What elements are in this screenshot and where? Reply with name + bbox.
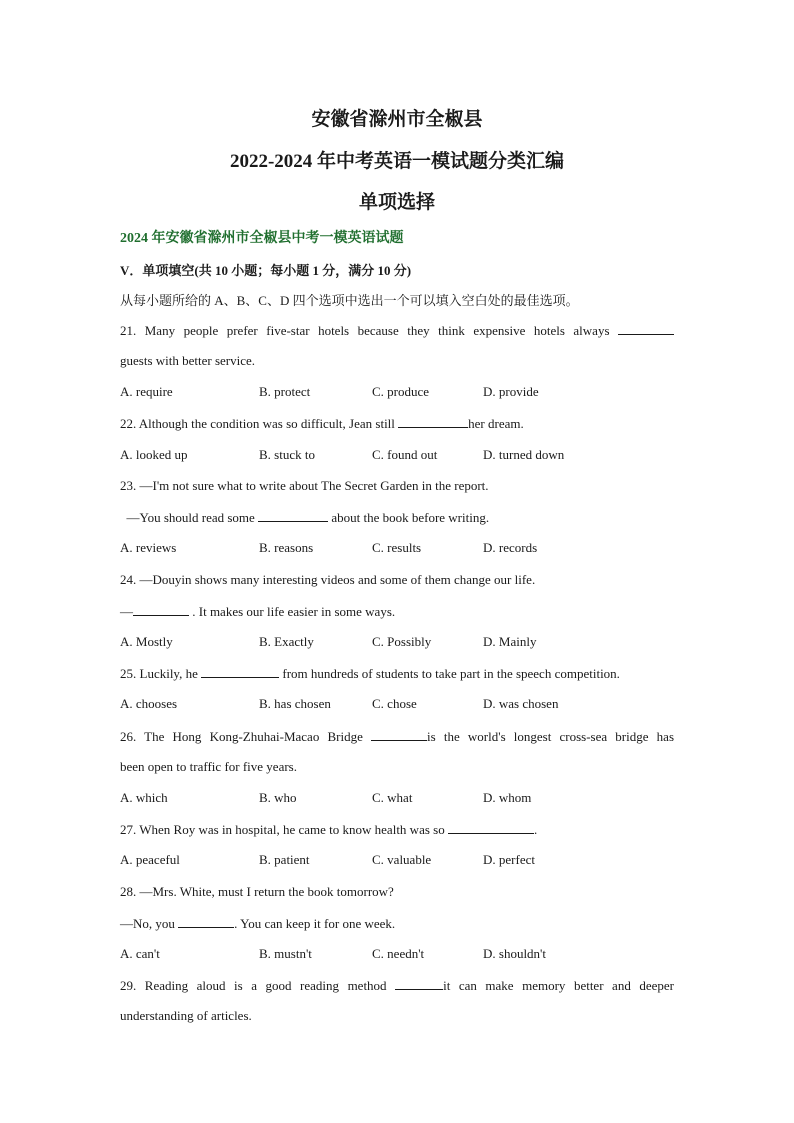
option-b: B. mustn't (259, 946, 312, 961)
option-b: B. stuck to (259, 447, 315, 462)
answer-blank (448, 821, 534, 834)
doc-title-line-3: 单项选择 (358, 192, 435, 213)
option-c: C. Possibly (372, 634, 432, 649)
answer-blank (178, 915, 234, 928)
option-b: B. reasons (259, 540, 314, 555)
question-26-line-2: been open to traffic for five years. (120, 759, 297, 774)
option-a: A. looked up (120, 447, 188, 462)
doc-title-line-1: 安徽省滁州市全椒县 (311, 109, 483, 130)
option-a: A. reviews (120, 540, 177, 555)
option-a: A. require (120, 384, 173, 399)
option-d: D. was chosen (483, 696, 559, 711)
doc-title-line-2: 2022-2024 年中考英语一模试题分类汇编 (229, 151, 565, 172)
answer-blank (395, 977, 443, 990)
option-b: B. has chosen (259, 696, 331, 711)
answer-blank (201, 665, 279, 678)
option-a: A. Mostly (120, 634, 173, 649)
question-27-line-1: 27. When Roy was in hospital, he came to know health was so . (120, 822, 538, 837)
option-b: B. Exactly (259, 634, 314, 649)
question-26-line-1: 26. The Hong Kong-Zhuhai-Macao Bridge is the world's longest cross-sea bridge has (120, 729, 674, 744)
option-c: C. results (372, 540, 422, 555)
answer-blank (258, 509, 328, 522)
question-29-line-1: 29. Reading aloud is a good reading method it can make memory better and deeper (120, 978, 674, 993)
question-28-line-2: —No, you . You can keep it for one week. (120, 916, 396, 931)
option-b: B. who (259, 790, 297, 805)
question-23-line-1: 23. —I'm not sure what to write about The Secret Garden in the report. (120, 478, 489, 493)
answer-blank (133, 603, 189, 616)
answer-blank (618, 322, 674, 335)
question-24-line-1: 24. —Douyin shows many interesting videos and some of them change our life. (120, 572, 536, 587)
option-c: C. valuable (372, 852, 432, 867)
instruction: 从每小题所给的 A、B、C、D 四个选项中选出一个可以填入空白处的最佳选项。 (120, 293, 579, 308)
option-b: B. patient (259, 852, 310, 867)
option-a: A. can't (120, 946, 160, 961)
option-d: D. records (483, 540, 538, 555)
option-b: B. protect (259, 384, 311, 399)
answer-blank (371, 728, 427, 741)
option-d: D. provide (483, 384, 539, 399)
option-c: C. produce (372, 384, 430, 399)
option-a: A. peaceful (120, 852, 180, 867)
question-22-line-1: 22. Although the condition was so difficult, Jean still her dream. (120, 416, 524, 431)
question-21-line-2: guests with better service. (120, 353, 256, 368)
option-a: A. chooses (120, 696, 178, 711)
option-d: D. Mainly (483, 634, 537, 649)
question-23-line-2: —You should read some about the book before writing. (120, 510, 490, 525)
part-title: V．单项填空(共 10 小题；每小题 1 分，满分 10 分) (120, 263, 412, 278)
option-c: C. what (372, 790, 413, 805)
option-d: D. perfect (483, 852, 535, 867)
option-c: C. found out (372, 447, 438, 462)
question-25-line-1: 25. Luckily, he from hundreds of students to take part in the speech competition. (120, 666, 620, 681)
option-c: C. needn't (372, 946, 425, 961)
section-title: 2024 年安徽省滁州市全椒县中考一模英语试题 (120, 231, 404, 246)
question-29-line-2: understanding of articles. (120, 1008, 252, 1023)
option-d: D. turned down (483, 447, 565, 462)
option-c: C. chose (372, 696, 417, 711)
question-28-line-1: 28. —Mrs. White, must I return the book tomorrow? (120, 884, 394, 899)
answer-blank (398, 415, 468, 428)
option-d: D. whom (483, 790, 532, 805)
option-a: A. which (120, 790, 168, 805)
option-d: D. shouldn't (483, 946, 547, 961)
question-21-line-1: 21. Many people prefer five-star hotels because they think expensive hotels always (120, 322, 674, 339)
question-24-line-2: — . It makes our life easier in some ways. (120, 604, 396, 619)
